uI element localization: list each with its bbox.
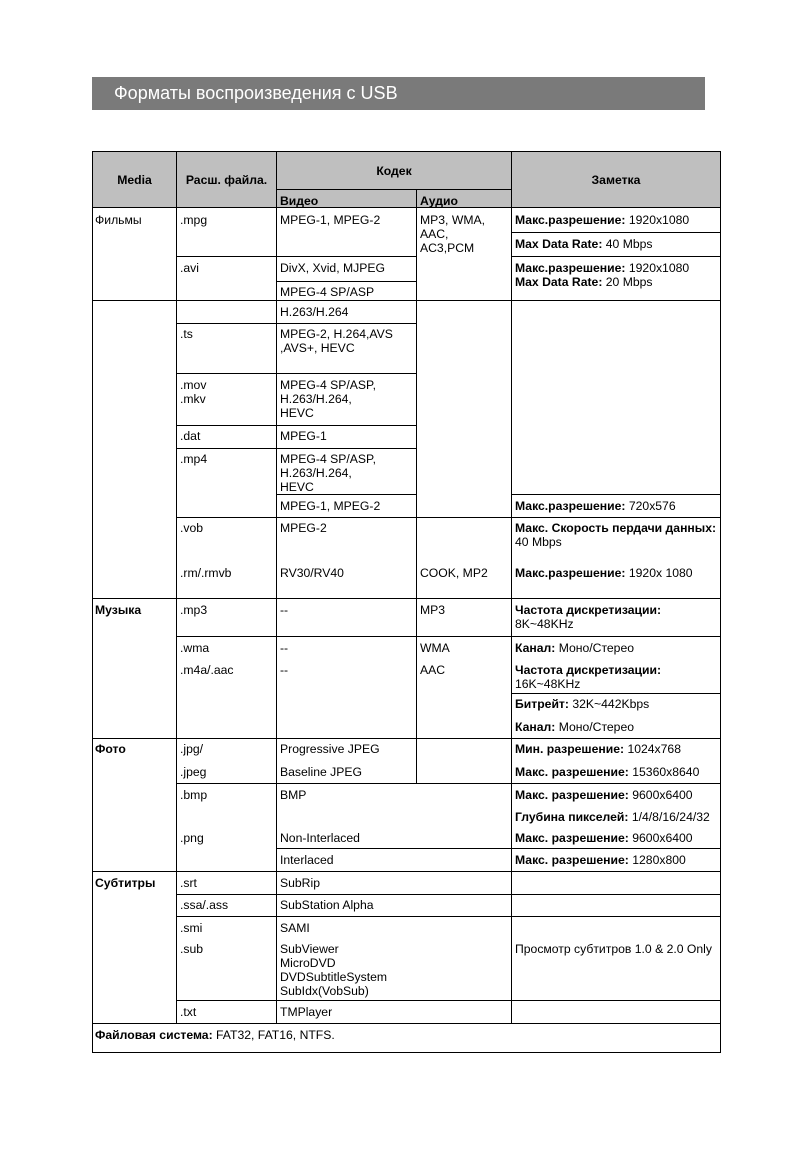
ext-mkv: .mkv <box>180 392 206 406</box>
file-system-note: Файловая система: FAT32, FAT16, NTFS. <box>95 1028 335 1042</box>
note-subtitles: Просмотр субтитров 1.0 & 2.0 Only <box>515 942 712 956</box>
video-mp4-1: MPEG-4 SP/ASP, <box>280 452 376 466</box>
video-avi-2: MPEG-4 SP/ASP <box>280 285 375 299</box>
audio-movies-1: MP3, WMA, <box>420 213 486 227</box>
category-subtitles: Субтитры <box>95 876 156 890</box>
audio-movies-2: AAC, <box>420 227 449 241</box>
category-music: Музыка <box>95 603 142 617</box>
category-photo: Фото <box>95 742 126 756</box>
ext-mp4: .mp4 <box>180 452 208 466</box>
audio-rm: COOK, MP2 <box>420 566 488 580</box>
ext-jpg: .jpg/ <box>180 742 204 756</box>
ext-rm: .rm/.rmvb <box>180 566 232 580</box>
note-vob-rate-label: Макс. Скорость пердачи данных: <box>515 521 717 535</box>
video-sub-1: SubViewer <box>280 942 339 956</box>
note-avi-datarate: Max Data Rate: 20 Mbps <box>515 275 653 289</box>
ext-vob: .vob <box>180 521 204 535</box>
header-codec: Кодек <box>376 164 412 178</box>
note-jpg-min: Мин. разрешение: 1024x768 <box>515 742 681 756</box>
note-mpg-datarate: Max Data Rate: 40 Mbps <box>515 237 653 251</box>
video-rm: RV30/RV40 <box>280 566 344 580</box>
note-png-max: Макс. разрешение: 9600x6400 <box>515 831 693 845</box>
ext-mpg: .mpg <box>180 213 208 227</box>
ext-srt: .srt <box>180 876 197 890</box>
ext-jpeg: .jpeg <box>180 765 207 779</box>
note-mp3-sample-value: 8K~48KHz <box>515 617 574 631</box>
header-extension: Расш. файла. <box>185 173 268 187</box>
video-mov-2: H.263/H.264, <box>280 392 352 406</box>
ext-smi: .smi <box>180 921 203 935</box>
video-mpeg12: MPEG-1, MPEG-2 <box>280 499 381 513</box>
video-m4a: -- <box>280 663 289 677</box>
audio-mp3: MP3 <box>420 603 446 617</box>
ext-ssa: .ssa/.ass <box>180 898 229 912</box>
video-png-noninterlaced: Non-Interlaced <box>280 831 360 845</box>
video-mov-1: MPEG-4 SP/ASP, <box>280 378 376 392</box>
video-sub-3: DVDSubtitleSystem <box>280 970 388 984</box>
video-srt: SubRip <box>280 876 320 890</box>
note-m4a-bitrate: Битрейт: 32K~442Kbps <box>515 697 650 711</box>
video-mp3: -- <box>280 603 289 617</box>
note-avi-resolution: Макс.разрешение: 1920x1080 <box>515 261 690 275</box>
video-png-interlaced: Interlaced <box>280 853 334 867</box>
video-ts-1: MPEG-2, H.264,AVS <box>280 327 393 341</box>
note-mp3-sample-label: Частота дискретизации: <box>515 603 662 617</box>
video-mpg: MPEG-1, MPEG-2 <box>280 213 381 227</box>
ext-mov: .mov <box>180 378 207 392</box>
video-sub-4: SubIdx(VobSub) <box>280 984 369 998</box>
header-audio: Аудио <box>420 194 458 208</box>
ext-png: .png <box>180 831 204 845</box>
note-vob-rate-value: 40 Mbps <box>515 535 562 549</box>
video-smi: SAMI <box>280 921 310 935</box>
video-ts-2: ,AVS+, HEVC <box>280 341 355 355</box>
header-video: Видео <box>280 194 319 208</box>
video-mp4-2: H.263/H.264, <box>280 466 352 480</box>
audio-wma: WMA <box>420 641 450 655</box>
note-m4a-channel: Канал: Моно/Стерео <box>515 720 635 734</box>
video-h263: H.263/H.264 <box>280 305 349 319</box>
ext-ts: .ts <box>180 327 193 341</box>
video-txt: TMPlayer <box>280 1005 333 1019</box>
video-dat: MPEG-1 <box>280 429 327 443</box>
ext-dat: .dat <box>180 429 201 443</box>
video-ssa: SubStation Alpha <box>280 898 374 912</box>
category-movies: Фильмы <box>95 213 142 227</box>
video-mov-3: HEVC <box>280 406 314 420</box>
video-vob: MPEG-2 <box>280 521 327 535</box>
header-note: Заметка <box>591 173 641 187</box>
header-media: Media <box>117 173 152 187</box>
video-avi: DivX, Xvid, MJPEG <box>280 261 385 275</box>
note-mpg-resolution: Макс.разрешение: 1920x1080 <box>515 213 690 227</box>
ext-wma: .wma <box>180 641 210 655</box>
note-jpg-max: Макс. разрешение: 15360x8640 <box>515 765 700 779</box>
video-sub-2: MicroDVD <box>280 956 336 970</box>
note-rm-resolution: Макс.разрешение: 1920x 1080 <box>515 566 693 580</box>
video-mp4-3: HEVC <box>280 480 314 494</box>
video-wma: -- <box>280 641 289 655</box>
ext-avi: .avi <box>180 261 199 275</box>
video-bmp: BMP <box>280 788 307 802</box>
note-png-interlaced-max: Макс. разрешение: 1280x800 <box>515 853 686 867</box>
audio-m4a: AAC <box>420 663 446 677</box>
note-bmp-depth: Глубина пикселей: 1/4/8/16/24/32 <box>515 810 710 824</box>
note-bmp-max: Макс. разрешение: 9600x6400 <box>515 788 693 802</box>
video-progressive-jpeg: Progressive JPEG <box>280 742 380 756</box>
ext-bmp: .bmp <box>180 788 208 802</box>
note-m4a-sample-label: Частота дискретизации: <box>515 663 662 677</box>
audio-movies-3: AC3,PCM <box>420 241 475 255</box>
note-m4a-sample-value: 16K~48KHz <box>515 677 581 691</box>
ext-m4a: .m4a/.aac <box>180 663 234 677</box>
note-wma-channel: Канал: Моно/Стерео <box>515 641 635 655</box>
page-title: Форматы воспроизведения с USB <box>92 77 705 110</box>
ext-sub: .sub <box>180 942 204 956</box>
video-baseline-jpeg: Baseline JPEG <box>280 765 362 779</box>
ext-mp3: .mp3 <box>180 603 208 617</box>
ext-txt: .txt <box>180 1005 197 1019</box>
note-mp4-resolution: Макс.разрешение: 720x576 <box>515 499 676 513</box>
